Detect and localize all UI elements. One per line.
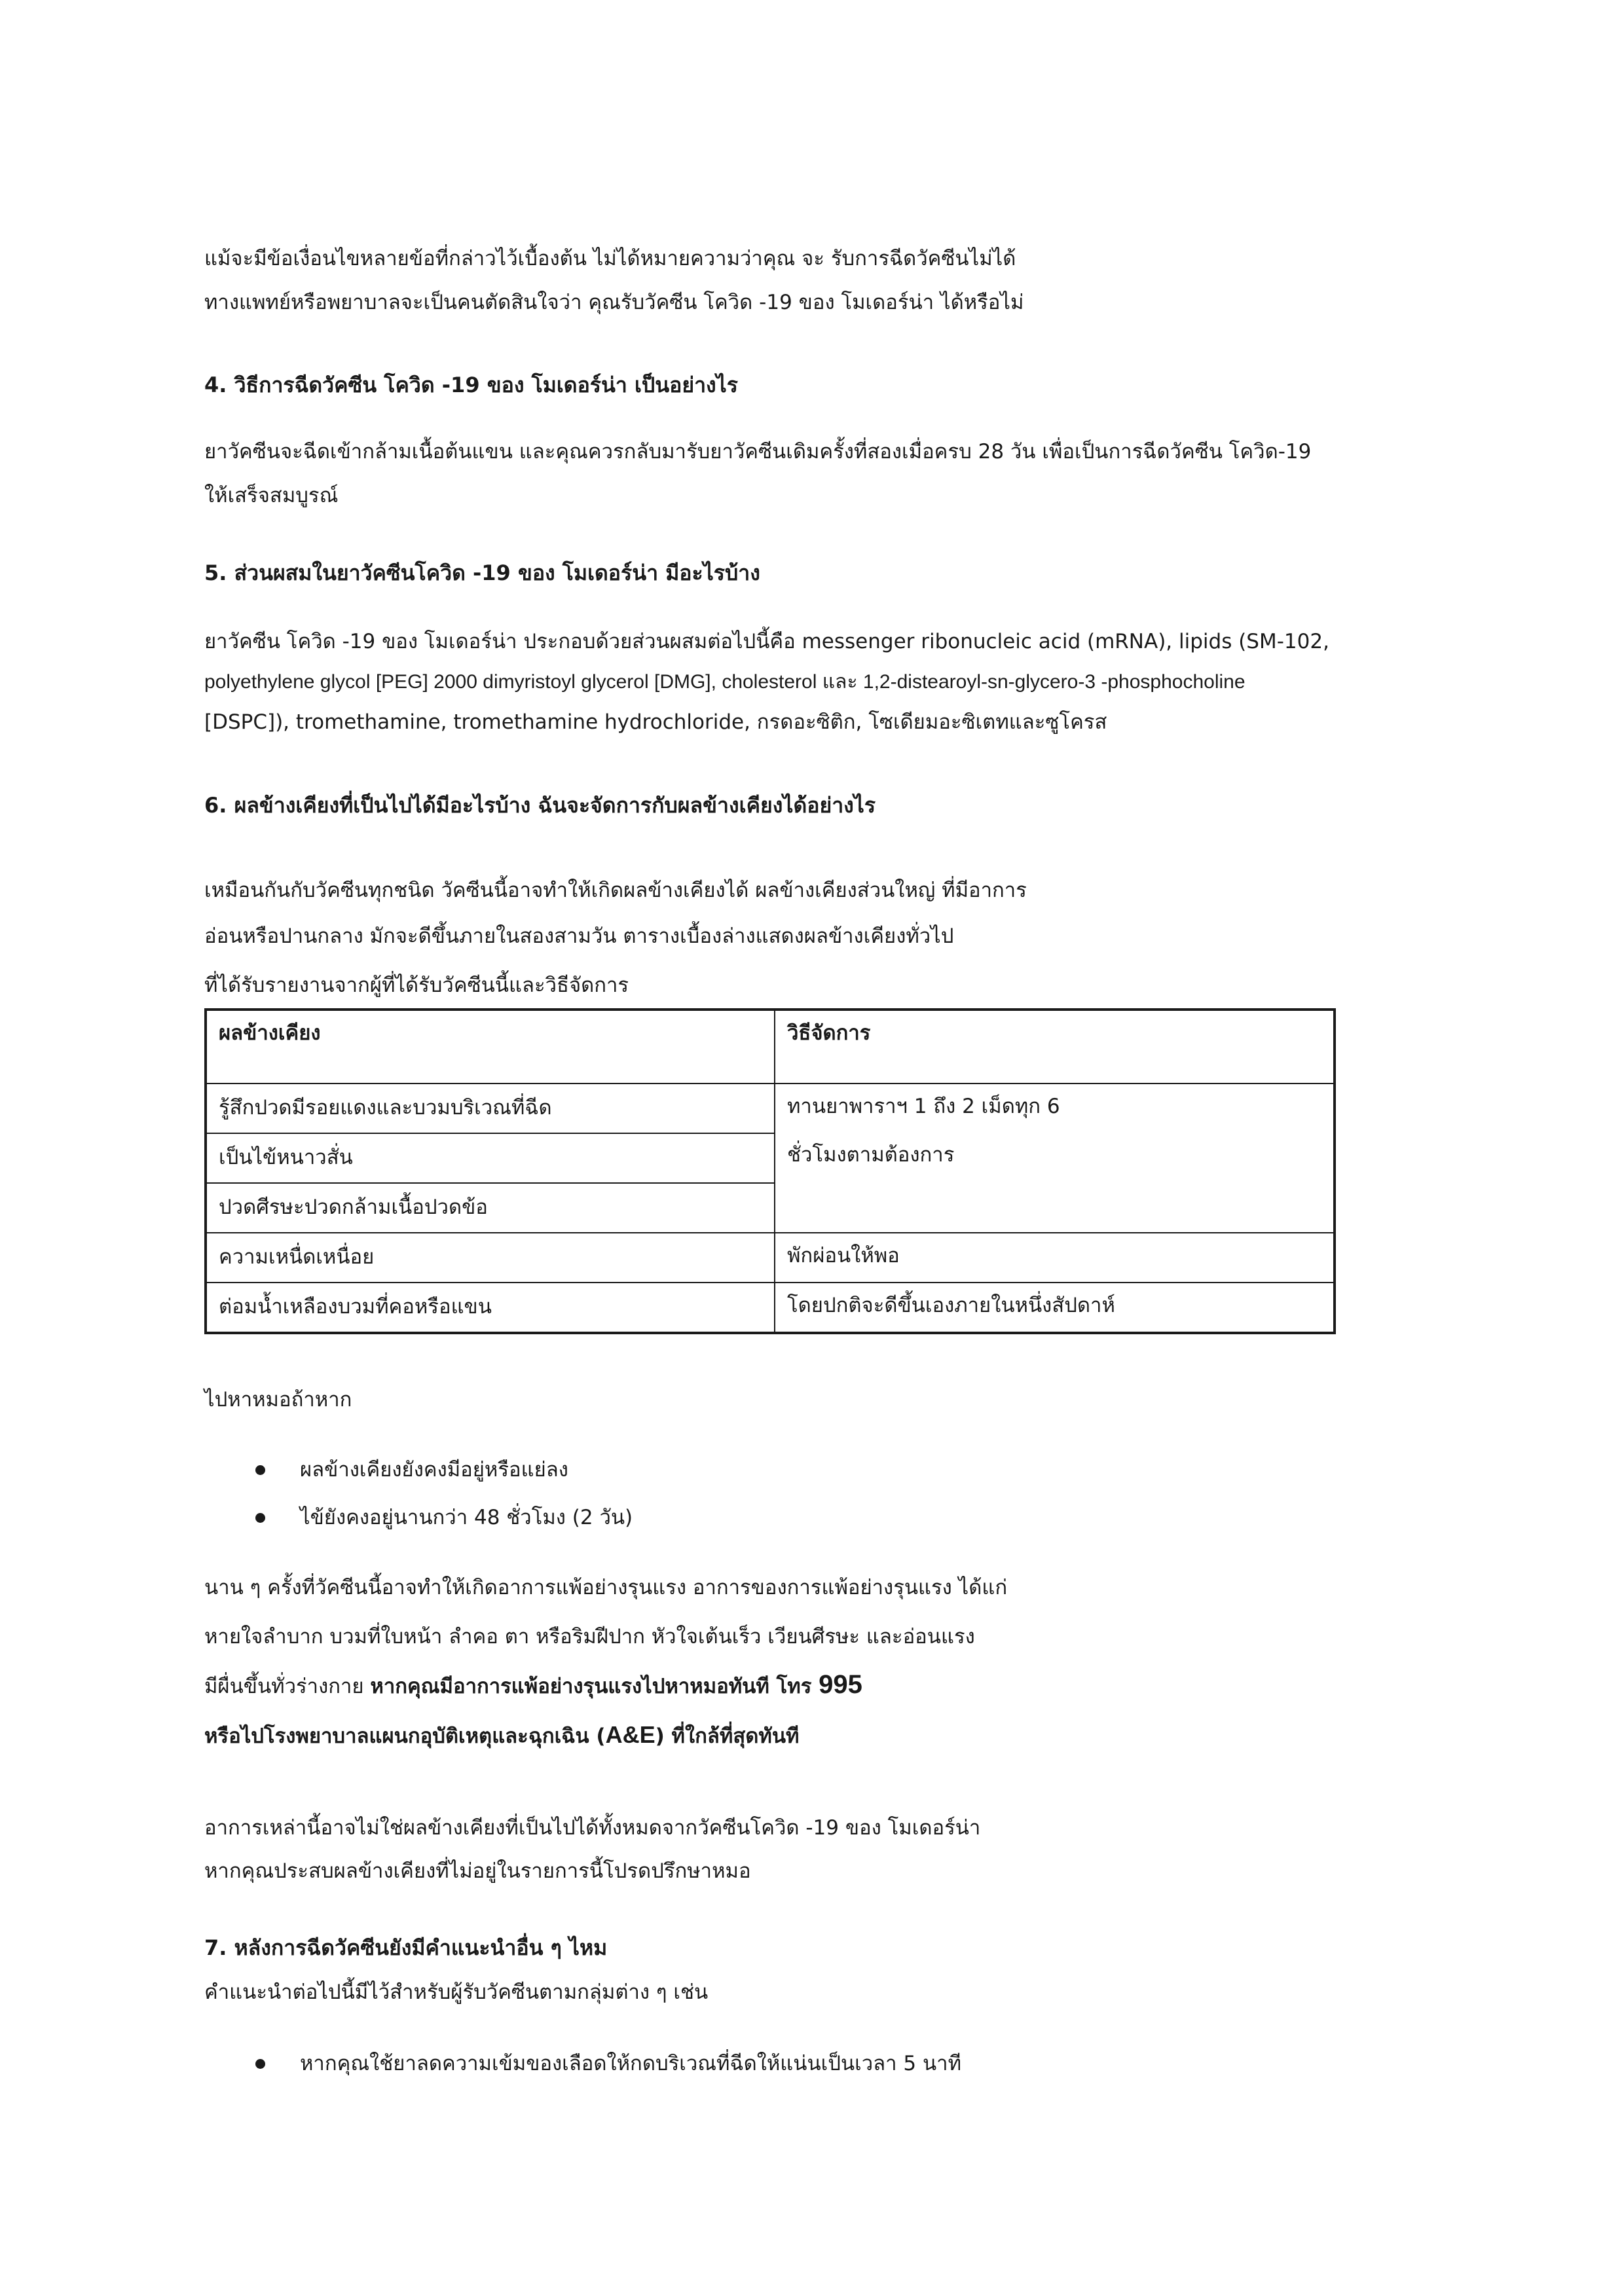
section-5-line-2: polyethylene glycol [PEG] 2000 dimyristoyl glycerol [DMG], cholesterol และ 1,2-distearoyl-sn-glycero-3 -phosphocholine <box>204 671 1246 693</box>
method-line-2: ชั่วโมงตามต้องการ <box>787 1143 955 1167</box>
ae-label: A&E <box>605 1721 655 1748</box>
section-6-heading: 6. ผลข้างเคียงที่เป็นไปได้มีอะไรบ้าง ฉันจะจัดการกับผลข้างเคียงได้อย่างไร <box>204 793 876 818</box>
table-header-row <box>206 1010 1335 1084</box>
bullet-dot-icon <box>255 1513 265 1523</box>
section-7-bullet-1: หากคุณใช้ยาลดความเข้มของเลือดให้กดบริเวณที่ฉีดให้แน่นเป็นเวลา 5 นาที <box>300 2052 961 2075</box>
section-6-line-2: อ่อนหรือปานกลาง มักจะดีขึ้นภายในสองสามวัน ตารางเบื้องล่างแสดงผลข้างเคียงทั่วไป <box>204 924 954 948</box>
effect-cell: ต่อมน้ำเหลืองบวมที่คอหรือแขน <box>206 1283 775 1333</box>
section-4-line-2: ให้เสร็จสมบูรณ์ <box>204 484 339 507</box>
not-all-line-1: อาการเหล่านี้อาจไม่ใช่ผลข้างเคียงที่เป็นไปได้ทั้งหมดจากวัคซีนโควิด -19 ของ โมเดอร์น่า <box>204 1816 981 1840</box>
table-row <box>206 1283 1335 1333</box>
header-side-effect: ผลข้างเคียง <box>206 1010 775 1084</box>
effect-cell: ปวดศีรษะปวดกล้ามเนื้อปวดข้อ <box>206 1183 775 1233</box>
emergency-number: 995 <box>819 1670 862 1699</box>
allergy-emergency-text: หากคุณมีอาการแพ้อย่างรุนแรงไปหาหมอทันที โทร <box>370 1675 819 1698</box>
section-4-heading: 4. วิธีการฉีดวัคซีน โควิด -19 ของ โมเดอร์น่า เป็นอย่างไร <box>204 373 738 397</box>
bullet-dot-icon <box>255 2059 265 2069</box>
method-cell-rest: พักผ่อนให้พอ <box>775 1233 1335 1283</box>
allergy-ae-text-1: หรือไปโรงพยาบาลแผนกอุบัติเหตุและฉุกเฉิน ( <box>204 1724 606 1748</box>
section-5-heading: 5. ส่วนผสมในยาวัคซีนโควิด -19 ของ โมเดอร์น่า มีอะไรบ้าง <box>204 560 760 585</box>
table-row <box>206 1084 1335 1133</box>
side-effects-table <box>204 1008 1336 1334</box>
effect-cell: ความเหนื่ดเหนื่อย <box>206 1233 775 1283</box>
section-6-line-1: เหมือนกันกับวัคซีนทุกชนิด วัคซีนนี้อาจทำให้เกิดผลข้างเคียงได้ ผลข้างเคียงส่วนใหญ่ ที่มีอาการ <box>204 879 1027 902</box>
section-5-line-3: [DSPC]), tromethamine, tromethamine hydrochloride, กรดอะซิติก, โซเดียมอะซิเตทและซูโครส <box>204 710 1107 734</box>
effect-cell: รู้สึกปวดมีรอยแดงและบวมบริเวณที่ฉีด <box>206 1084 775 1133</box>
allergy-ae-text-2: ) ที่ใกล้ที่สุดทันที <box>655 1724 800 1748</box>
method-cell-swelling: โดยปกติจะดีขึ้นเองภายในหนึ่งสัปดาห์ <box>775 1283 1335 1333</box>
intro-line-2: ทางแพทย์หรือพยาบาลจะเป็นคนตัดสินใจว่า คุณรับวัคซีน โควิด -19 ของ โมเดอร์น่า ได้หรือไม่ <box>204 291 1024 314</box>
allergy-line-2: หายใจลำบาก บวมที่ใบหน้า ลำคอ ตา หรือริมฝีปาก หัวใจเต้นเร็ว เวียนศีรษะ และอ่อนแรง <box>204 1625 975 1649</box>
bullet-dot-icon <box>255 1465 265 1475</box>
effect-cell: เป็นไข้หนาวสั่น <box>206 1133 775 1183</box>
table-row <box>206 1233 1335 1283</box>
allergy-line-4 <box>204 1722 799 1749</box>
allergy-line-3-plain: มีผื่นขึ้นทั่วร่างกาย <box>204 1675 371 1698</box>
section-6-line-3: ที่ได้รับรายงานจากผู้ที่ได้รับวัคซีนนี้และวิธีจัดการ <box>204 974 629 997</box>
see-doctor-bullet-1: ผลข้างเคียงยังคงมีอยู่หรือแย่ลง <box>300 1458 568 1482</box>
section-7-line-1: คำแนะนำต่อไปนี้มีไว้สำหรับผู้รับวัคซีนตามกลุ่มต่าง ๆ เช่น <box>204 1980 709 2004</box>
allergy-line-3 <box>204 1671 862 1700</box>
see-doctor-intro: ไปหาหมอถ้าหาก <box>204 1388 352 1412</box>
not-all-line-2: หากคุณประสบผลข้างเคียงที่ไม่อยู่ในรายการนี้โปรดปรึกษาหมอ <box>204 1859 751 1883</box>
section-4-line-1: ยาวัคซีนจะฉีดเข้ากล้ามเนื้อต้นแขน และคุณควรกลับมารับยาวัคซีนเดิมครั้งที่สองเมื่อครบ 28 วัน เพื่อเป็นการฉีดวัคซีน โควิด-19 <box>204 440 1312 464</box>
header-management: วิธีจัดการ <box>775 1010 1335 1084</box>
intro-line-1: แม้จะมีข้อเงื่อนไขหลายข้อที่กล่าวไว้เบื้องต้น ไม่ได้หมายความว่าคุณ จะ รับการฉีดวัคซีนไม่ได้ <box>204 247 1016 270</box>
method-cell-paracetamol <box>775 1084 1335 1233</box>
section-5-line-1: ยาวัคซีน โควิด -19 ของ โมเดอร์น่า ประกอบด้วยส่วนผสมต่อไปนี้คือ messenger ribonucleic acid (mRNA), lipids (SM-102, <box>204 630 1329 653</box>
see-doctor-bullet-2: ไข้ยังคงอยู่นานกว่า 48 ชั่วโมง (2 วัน) <box>300 1506 633 1529</box>
allergy-line-1: นาน ๆ ครั้งที่วัคซีนนี้อาจทำให้เกิดอาการแพ้อย่างรุนแรง อาการของการแพ้อย่างรุนแรง ได้แก่ <box>204 1576 1008 1599</box>
section-7-heading: 7. หลังการฉีดวัคซีนยังมีคำแนะนำอื่น ๆ ไหม <box>204 1935 608 1960</box>
method-line-1: ทานยาพาราฯ 1 ถึง 2 เม็ดทุก 6 <box>787 1095 1060 1118</box>
